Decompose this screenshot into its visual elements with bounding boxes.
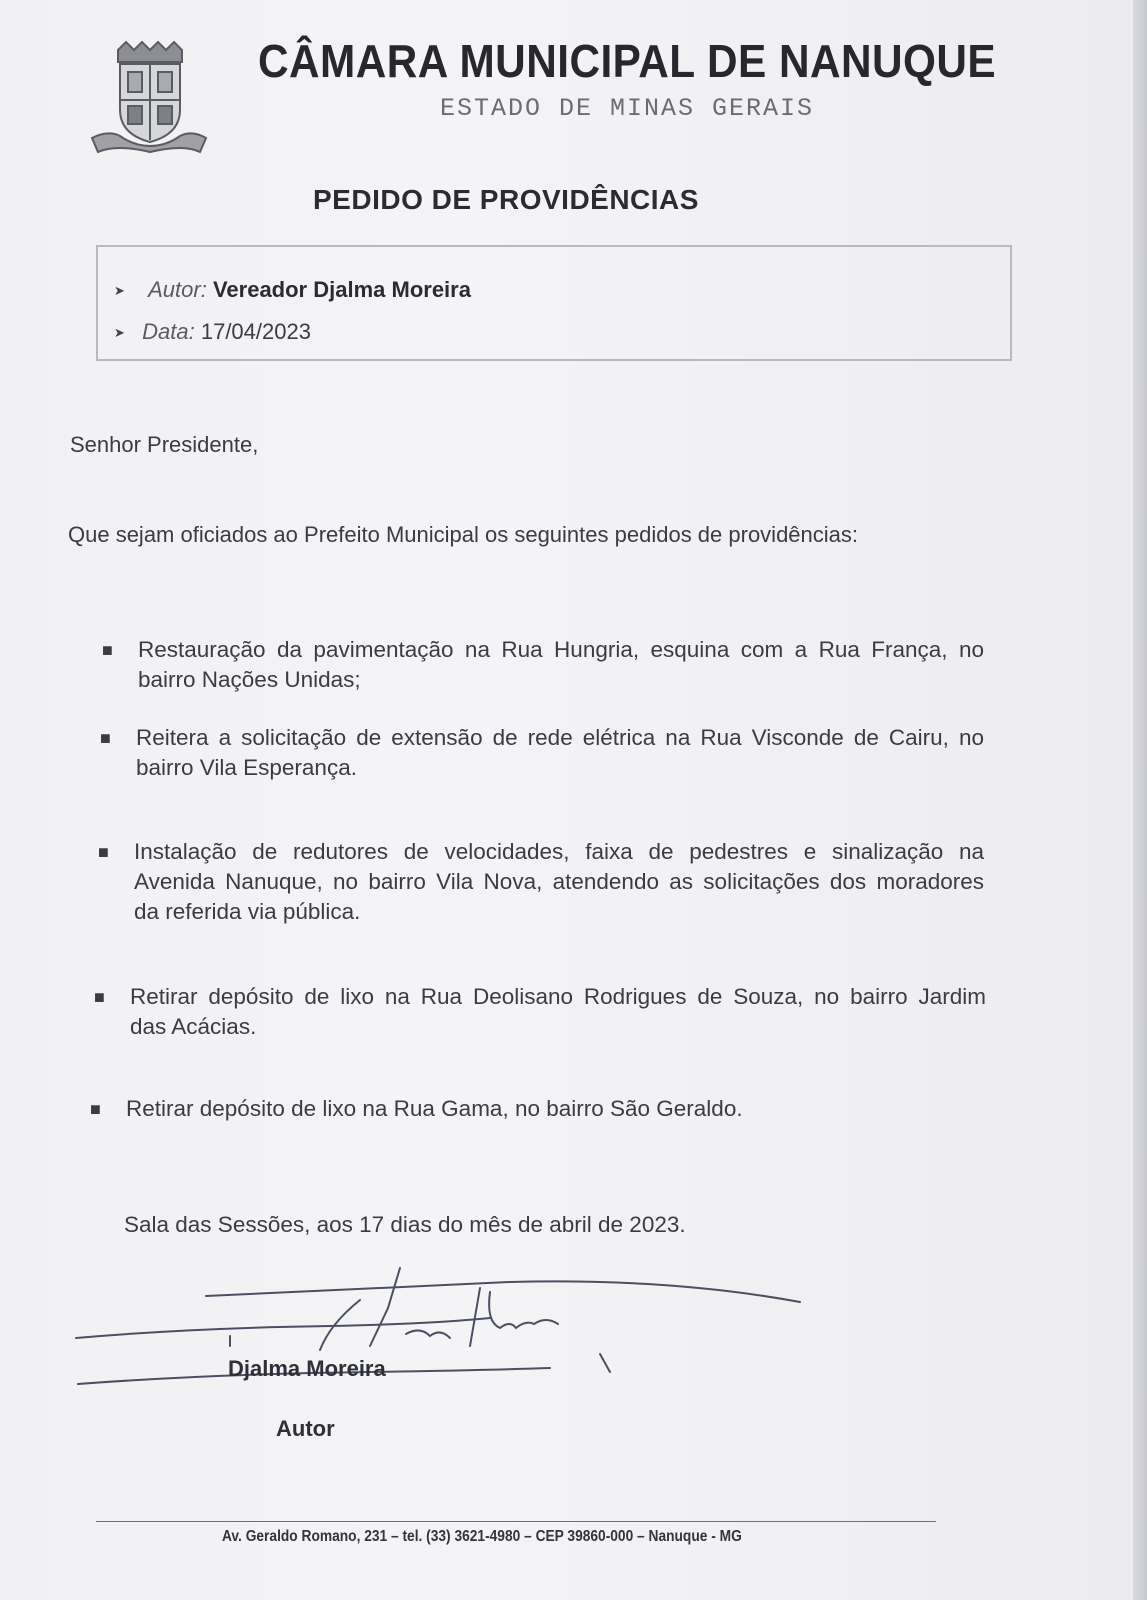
footer-divider <box>96 1521 936 1522</box>
footer-address: Av. Geraldo Romano, 231 – tel. (33) 3621-4980 – CEP 39860-000 – Nanuque - MG <box>222 1528 742 1545</box>
header-subtitle: ESTADO DE MINAS GERAIS <box>440 94 815 123</box>
salutation: Senhor Presidente, <box>70 432 259 457</box>
bullet-icon: ■ <box>90 1099 101 1119</box>
bullet-icon: ■ <box>98 842 109 862</box>
list-item-line: Retirar depósito de lixo na Rua Deolisano Rodrigues de Souza, no bairro Jardim <box>130 984 986 1009</box>
list-item-line: Avenida Nanuque, no bairro Vila Nova, atendendo as solicitações dos moradores <box>134 869 984 894</box>
handwritten-signature-icon <box>70 1262 830 1402</box>
header-title: CÂMARA MUNICIPAL DE NANUQUE <box>258 35 997 87</box>
arrow-bullet-icon: ➤ <box>114 325 125 341</box>
signer-role: Autor <box>276 1416 335 1441</box>
author-label: Autor: <box>148 277 207 302</box>
bullet-icon: ■ <box>102 640 113 660</box>
intro-paragraph: Que sejam oficiados ao Prefeito Municipal os seguintes pedidos de providências: <box>68 522 859 547</box>
author-row <box>114 277 471 303</box>
date-value: 17/04/2023 <box>200 319 311 344</box>
list-item <box>94 982 986 1042</box>
list-item <box>98 837 984 927</box>
arrow-bullet-icon: ➤ <box>114 283 125 299</box>
list-item-line: da referida via pública. <box>134 899 361 924</box>
list-item <box>90 1094 986 1124</box>
date-row <box>114 319 311 345</box>
list-item-line: das Acácias. <box>130 1014 257 1039</box>
list-item-line: Retirar depósito de lixo na Rua Gama, no bairro São Geraldo. <box>126 1096 743 1121</box>
bullet-icon: ■ <box>94 987 105 1007</box>
list-item <box>102 635 984 695</box>
signer-name: Djalma Moreira <box>228 1356 386 1381</box>
page-edge-shadow <box>1133 0 1147 1600</box>
document-title: PEDIDO DE PROVIDÊNCIAS <box>313 184 699 215</box>
list-item-line: Reitera a solicitação de extensão de rede elétrica na Rua Visconde de Cairu, no <box>136 725 984 750</box>
list-item-line: bairro Nações Unidas; <box>138 667 361 692</box>
list-item <box>100 723 984 783</box>
municipal-crest-icon <box>88 40 208 158</box>
closing-line: Sala das Sessões, aos 17 dias do mês de abril de 2023. <box>124 1212 686 1237</box>
list-item-line: Instalação de redutores de velocidades, faixa de pedestres e sinalização na <box>134 839 984 864</box>
list-item-line: Restauração da pavimentação na Rua Hungria, esquina com a Rua França, no <box>138 637 984 662</box>
bullet-icon: ■ <box>100 728 111 748</box>
info-box <box>96 245 1012 361</box>
author-value: Vereador Djalma Moreira <box>212 277 471 302</box>
list-item-line: bairro Vila Esperança. <box>136 755 357 780</box>
date-label: Data: <box>142 319 195 344</box>
